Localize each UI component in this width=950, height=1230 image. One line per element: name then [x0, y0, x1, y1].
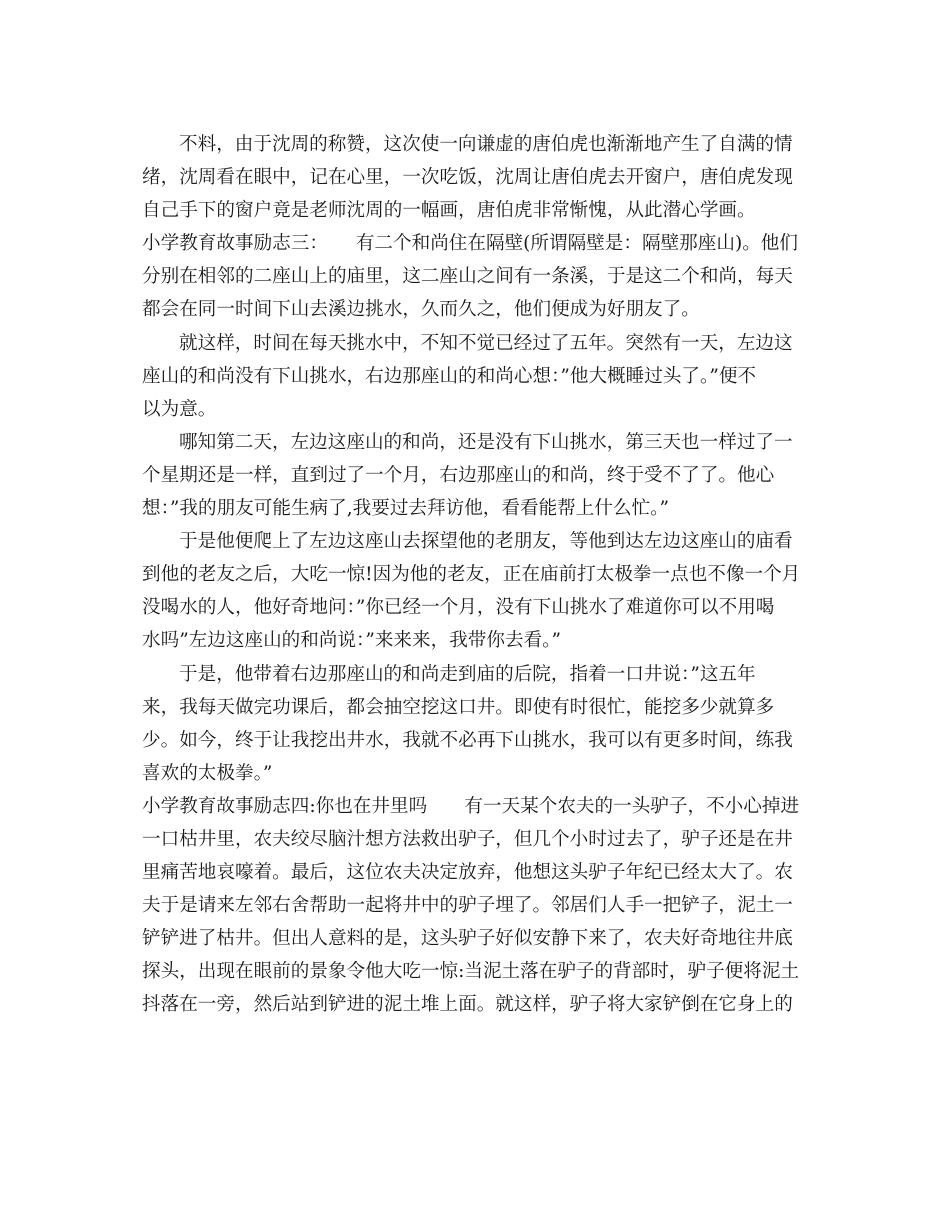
- text-line: 到他的老友之后，大吃一惊!因为他的老友，正在庙前打太极拳一点也不像一个月: [142, 564, 801, 586]
- text-line: 不料，由于沈周的称赞，这次使一向谦虚的唐伯虎也渐渐地产生了自满的情: [179, 134, 793, 155]
- text-line: 里痛苦地哀嚎着。最后，这位农夫决定放弃，他想这头驴子年纪已经太大了。农: [142, 862, 793, 884]
- text-line: 绪，沈周看在眼中，记在心里，一次吃饭，沈周让唐伯虎去开窗户，唐伯虎发现: [142, 167, 793, 189]
- section-heading-line: 小学教育故事励志三： 有二个和尚住在隔壁(所谓隔壁是：隔壁那座山)。他们: [142, 233, 798, 255]
- text-line: 分别在相邻的二座山上的庙里，这二座山之间有一条溪，于是这二个和尚，每天: [142, 266, 793, 288]
- text-line: 水吗”左边这座山的和尚说：”来来来，我带你去看。”: [142, 630, 561, 652]
- section-heading-line: 小学教育故事励志四:你也在井里吗 有一天某个农夫的一头驴子，不小心掉进: [142, 795, 800, 817]
- text-line: 一口枯井里，农夫绞尽脑汁想方法救出驴子，但几个小时过去了，驴子还是在井: [142, 828, 793, 850]
- text-line: 都会在同一时间下山去溪边挑水，久而久之，他们便成为好朋友了。: [142, 299, 700, 321]
- document-body: [142, 128, 810, 1022]
- text-line: 就这样，时间在每天挑水中，不知不觉已经过了五年。突然有一天，左边这: [179, 332, 793, 354]
- text-line: 少。如今，终于让我挖出井水，我就不必再下山挑水，我可以有更多时间，练我: [142, 729, 793, 751]
- text-line: 喜欢的太极拳。”: [142, 762, 273, 784]
- text-line: 自己手下的窗户竟是老师沈周的一幅画，唐伯虎非常惭愧，从此潜心学画。: [142, 200, 756, 222]
- text-line: 夫于是请来左邻右舍帮助一起将井中的驴子埋了。邻居们人手一把铲子，泥土一: [142, 895, 793, 917]
- text-line: 抖落在一旁，然后站到铲进的泥土堆上面。就这样，驴子将大家铲倒在它身上的: [142, 994, 793, 1016]
- text-line: 铲铲进了枯井。但出人意料的是，这头驴子好似安静下来了，农夫好奇地往井底: [142, 928, 793, 950]
- text-line: 探头，出现在眼前的景象令他大吃一惊:当泥土落在驴子的背部时，驴子便将泥土: [142, 961, 800, 983]
- text-line: 以为意。: [142, 398, 217, 420]
- text-line: 于是他便爬上了左边这座山去探望他的老朋友，等他到达左边这座山的庙看: [179, 531, 793, 553]
- text-line: 哪知第二天，左边这座山的和尚，还是没有下山挑水，第三天也一样过了一: [179, 431, 793, 453]
- text-line: 个星期还是一样，直到过了一个月，右边那座山的和尚，终于受不了了。他心: [142, 464, 775, 486]
- text-line: 于是，他带着右边那座山的和尚走到庙的后院，指着一口井说：”这五年: [179, 663, 756, 685]
- text-line: 来，我每天做完功课后，都会抽空挖这口井。即使有时很忙，能挖多少就算多: [142, 696, 775, 718]
- text-line: 想：”我的朋友可能生病了,我要过去拜访他，看看能帮上什么忙。”: [142, 498, 669, 520]
- text-line: 座山的和尚没有下山挑水，右边那座山的和尚心想：”他大概睡过头了。”便不: [142, 365, 757, 387]
- text-line: 没喝水的人，他好奇地问：”你已经一个月，没有下山挑水了难道你可以不用喝: [142, 597, 775, 619]
